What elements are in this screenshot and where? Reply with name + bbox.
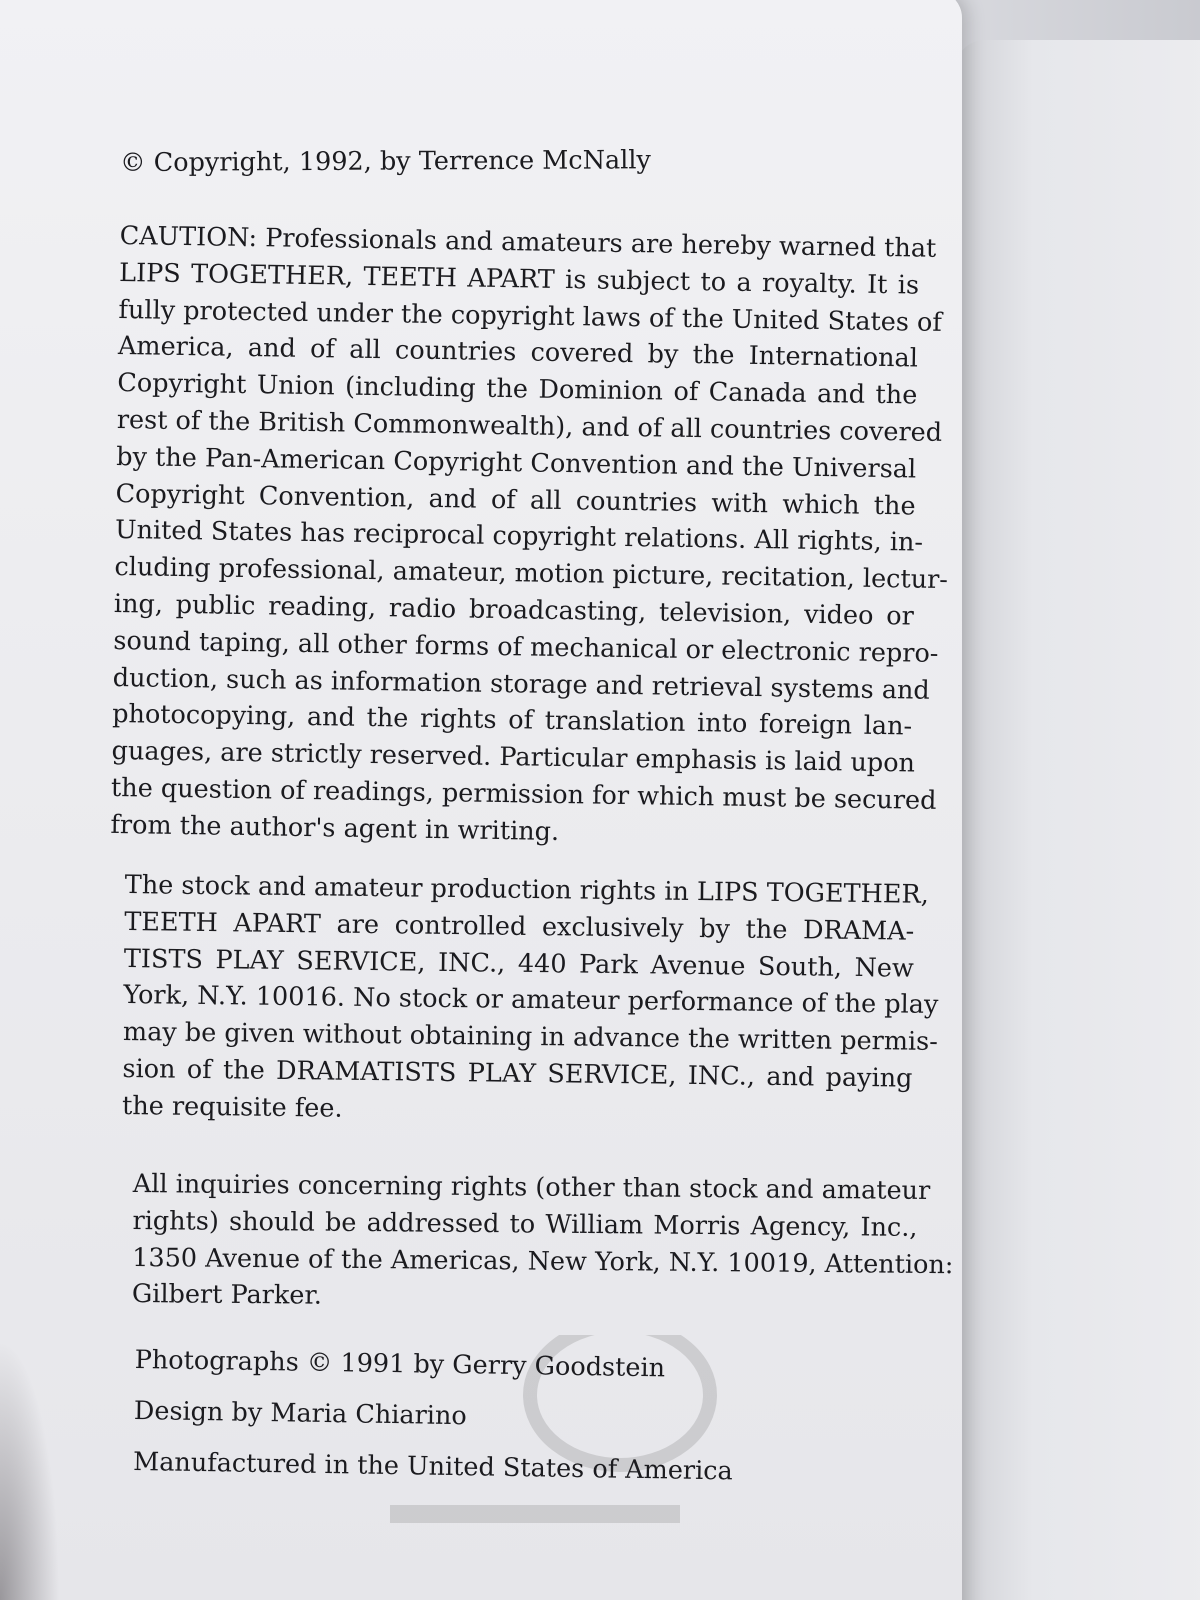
credits-block: [133, 1342, 755, 1504]
caution-line: by the Pan-American Copyright Convention and the Universal: [116, 441, 917, 485]
caution-line: photocopying, and the rights of translation into foreign lan-: [111, 699, 913, 742]
stock-line: may be given without obtaining in advance the written permis-: [122, 1017, 939, 1058]
caution-line: sound taping, all other forms of mechanical or electronic repro-: [113, 625, 939, 669]
caution-line: ing, public reading, radio broadcasting, television, video or: [113, 588, 915, 632]
stock-line: the requisite fee.: [121, 1090, 343, 1124]
stock-line: York, N.Y. 10016. No stock or amateur performance of the play: [123, 980, 939, 1021]
manufactured-credit: Manufactured in the United States of America: [132, 1446, 734, 1486]
copyright-text: © Copyright, 1992, by Terrence McNally: [120, 145, 651, 178]
inquiries-line: Gilbert Parker.: [131, 1279, 323, 1312]
inquiries-line: rights) should be addressed to William Morris Agency, Inc.,: [132, 1205, 918, 1243]
caution-line: Copyright Union (including the Dominion of Canada and the: [117, 368, 918, 411]
caution-line: rest of the British Commonwealth), and of all countries covered: [116, 404, 943, 448]
caution-line: LIPS TOGETHER, TEETH APART is subject to a royalty. It is: [118, 257, 920, 301]
caution-line: CAUTION: Professionals and amateurs are hereby warned that: [119, 220, 937, 264]
caution-line: Copyright Convention, and of all countries with which the: [115, 478, 916, 522]
photographs-credit: Photographs © 1991 by Gerry Goodstein: [134, 1344, 666, 1384]
hand-shadow: [0, 1340, 60, 1600]
adjacent-page: [955, 40, 1200, 1600]
stock-line: TISTS PLAY SERVICE, INC., 440 Park Avenue South, New: [123, 943, 915, 984]
caution-line: the question of readings, permission for which must be secured: [110, 772, 937, 816]
inquiries-line: 1350 Avenue of the Americas, New York, N.Y. 10019, Attention:: [132, 1242, 954, 1280]
caution-paragraph: [110, 218, 949, 856]
caution-line: fully protected under the copyright laws of the United States of: [118, 294, 943, 338]
stock-line: TEETH APART are controlled exclusively by the DRAMA-: [124, 906, 915, 947]
caution-line: from the author's agent in writing.: [110, 809, 560, 847]
caution-line: cluding professional, amateur, motion picture, recitation, lectur-: [114, 552, 949, 596]
stock-line: sion of the DRAMATISTS PLAY SERVICE, INC., and paying: [122, 1053, 913, 1094]
design-credit: Design by Maria Chiarino: [133, 1395, 467, 1432]
caution-line: guages, are strictly reserved. Particular emphasis is laid upon: [111, 736, 916, 779]
caution-line: America, and of all countries covered by the International: [117, 331, 919, 374]
caution-line: duction, such as information storage and retrieval systems and: [112, 662, 931, 706]
inquiries-paragraph: [131, 1166, 954, 1320]
copyright-notice: [120, 141, 920, 182]
caution-line: United States has reciprocal copyright relations. All rights, in-: [114, 515, 924, 559]
stock-line: The stock and amateur production rights in LIPS TOGETHER,: [124, 869, 929, 910]
stock-rights-paragraph: [121, 867, 939, 1134]
inquiries-line: All inquiries concerning rights (other than stock and amateur: [132, 1168, 931, 1206]
